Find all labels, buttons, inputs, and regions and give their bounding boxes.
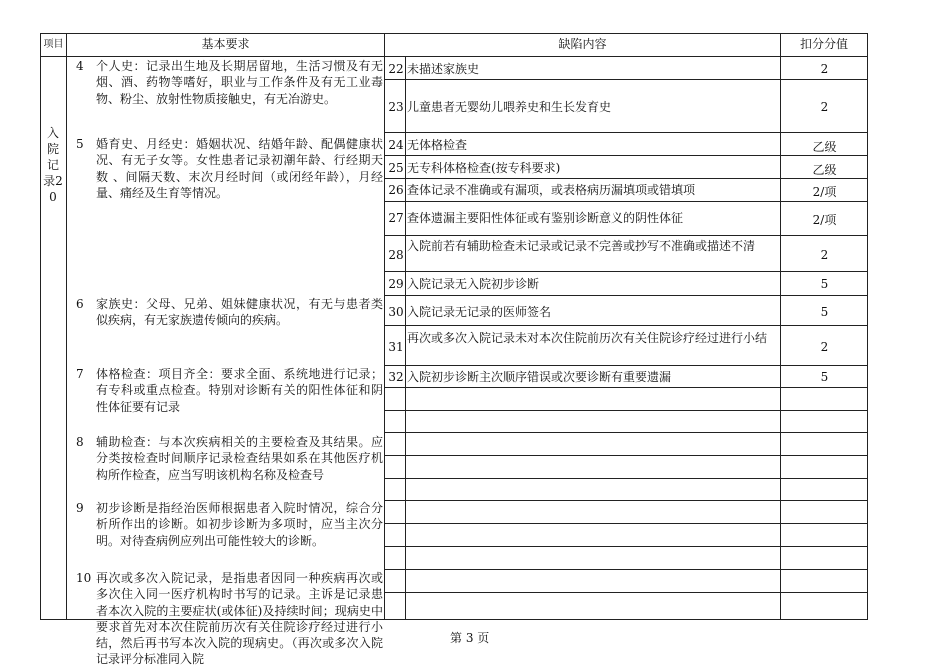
- header-item: 项目: [43, 39, 64, 50]
- defect-text: 入院初步诊断主次顺序错误或次要诊断有重要遗漏: [407, 370, 672, 384]
- req-text: 家族史：父母、兄弟、姐妹健康状况，有无与患者类似疾病，有无家族遗传倾向的疾病。: [96, 297, 383, 328]
- defect-text: 入院记录无记录的医师签名: [407, 305, 552, 319]
- row-separator: [384, 500, 868, 501]
- defect-num: 29: [388, 277, 404, 291]
- req-num: 8: [76, 435, 84, 449]
- header-defects: 缺陷内容: [558, 37, 607, 51]
- defect-text: 无体格检查: [407, 138, 468, 152]
- defect-num: 32: [388, 370, 404, 384]
- row-separator: [384, 365, 868, 366]
- header-bottom-border: [40, 56, 868, 57]
- row-separator: [384, 455, 868, 456]
- req-text: 体格检查：项目齐全：要求全面、系统地进行记录；有专科或重点检查。特别对诊断有关的阳性体征和阴性体征要有记录: [96, 367, 383, 414]
- defect-text: 未描述家族史: [407, 62, 480, 76]
- defect-text: 无专科体格检查(按专科要求): [407, 161, 561, 175]
- defect-points: 5: [820, 277, 829, 291]
- row-separator: [384, 79, 868, 80]
- defect-num: 28: [388, 248, 404, 262]
- row-separator: [384, 178, 868, 179]
- row-separator: [384, 478, 868, 479]
- row-separator: [384, 592, 868, 593]
- defect-points: 5: [820, 305, 829, 319]
- defect-points: 2/项: [812, 213, 837, 227]
- row-separator: [384, 432, 868, 433]
- defect-points: 2: [820, 248, 829, 262]
- row-separator: [384, 155, 868, 156]
- page-number: 第 3 页: [450, 631, 490, 645]
- row-separator: [384, 295, 868, 296]
- row-separator: [384, 325, 868, 326]
- req-num: 10: [76, 571, 92, 585]
- req-num: 9: [76, 501, 84, 515]
- row-separator: [384, 235, 868, 236]
- right-border: [867, 33, 868, 620]
- defect-points: 5: [820, 370, 829, 384]
- defect-text: 入院前若有辅助检查未记录或记录不完善或抄写不准确或描述不清: [407, 239, 756, 253]
- defect-text: 入院记录无入院初步诊断: [407, 277, 540, 291]
- req-text: 辅助检查：与本次疾病相关的主要检查及其结果。应分类按检查时间顺序记录检查结果如系在其他医疗机构所作检查，应当写明该机构名称及检查号: [96, 435, 383, 482]
- defect-text: 查体遗漏主要阳性体征或有鉴别诊断意义的阴性体征: [407, 211, 684, 225]
- defect-text: 再次或多次入院记录未对本次住院前历次有关住院诊疗经过进行小结: [407, 331, 768, 345]
- row-separator: [384, 387, 868, 388]
- requirements-col-border: [384, 33, 385, 620]
- req-text: 再次或多次入院记录，是指患者因同一种疾病再次或多次住入同一医疗机构时书写的记录。主诉是记录患者本次入院的主要症状(或体征)及持续时间；现病史中要求首先对本次住院前历次有关住院诊疗经过进行小结，然后再书写本次入院的现病史。（再次或多次入院记录评分标准同入院: [96, 571, 383, 667]
- row-separator: [384, 523, 868, 524]
- item-col-border: [66, 33, 67, 620]
- defect-text: 儿童患者无婴幼儿喂养史和生长发育史: [407, 100, 612, 114]
- defect-points: 2: [820, 340, 829, 354]
- category-label: 入院记录20: [43, 126, 63, 204]
- defect-points: 乙级: [812, 140, 837, 154]
- points-col-border: [780, 33, 781, 620]
- row-separator: [384, 271, 868, 272]
- req-num: 7: [76, 367, 84, 381]
- header-requirements: 基本要求: [201, 37, 250, 51]
- row-separator: [384, 132, 868, 133]
- table-top-border: [40, 33, 868, 34]
- left-border: [40, 33, 41, 620]
- row-separator: [384, 201, 868, 202]
- defect-points: 2/项: [812, 185, 837, 199]
- defect-num: 27: [388, 211, 404, 225]
- row-separator: [384, 546, 868, 547]
- defect-num: 23: [388, 100, 404, 114]
- row-separator: [384, 569, 868, 570]
- defect-points: 乙级: [812, 163, 837, 177]
- defect-num: 31: [388, 340, 404, 354]
- header-points: 扣分分值: [799, 37, 848, 51]
- row-separator: [384, 410, 868, 411]
- req-num: 6: [76, 297, 84, 311]
- req-num: 5: [76, 137, 84, 151]
- defect-points: 2: [820, 100, 829, 114]
- req-text: 初步诊断是指经治医师根据患者入院时情况，综合分析所作出的诊断。如初步诊断为多项时，应当主次分明。对待查病例应列出可能性较大的诊断。: [96, 501, 383, 548]
- defect-num: 22: [388, 62, 404, 76]
- defect-num: 30: [388, 305, 404, 319]
- defect-num: 26: [388, 183, 404, 197]
- req-num: 4: [76, 59, 84, 73]
- defect-num-col-border: [405, 56, 406, 620]
- defect-points: 2: [820, 62, 829, 76]
- defect-text: 查体记录不准确或有漏项，或表格病历漏填项或错填项: [407, 183, 696, 197]
- req-text: 个人史：记录出生地及长期居留地，生活习惯及有无烟、酒、药物等嗜好，职业与工作条件及有无工业毒物、粉尘、放射性物质接触史，有无冶游史。: [96, 59, 383, 106]
- defect-num: 25: [388, 161, 404, 175]
- defect-num: 24: [388, 138, 404, 152]
- req-text: 婚育史、月经史：婚姻状况、结婚年龄、配偶健康状况、有无子女等。女性患者记录初潮年龄、行经期天数 、间隔天数、末次月经时间（或闭经年龄），月经量、痛经及生育等情况。: [96, 137, 383, 200]
